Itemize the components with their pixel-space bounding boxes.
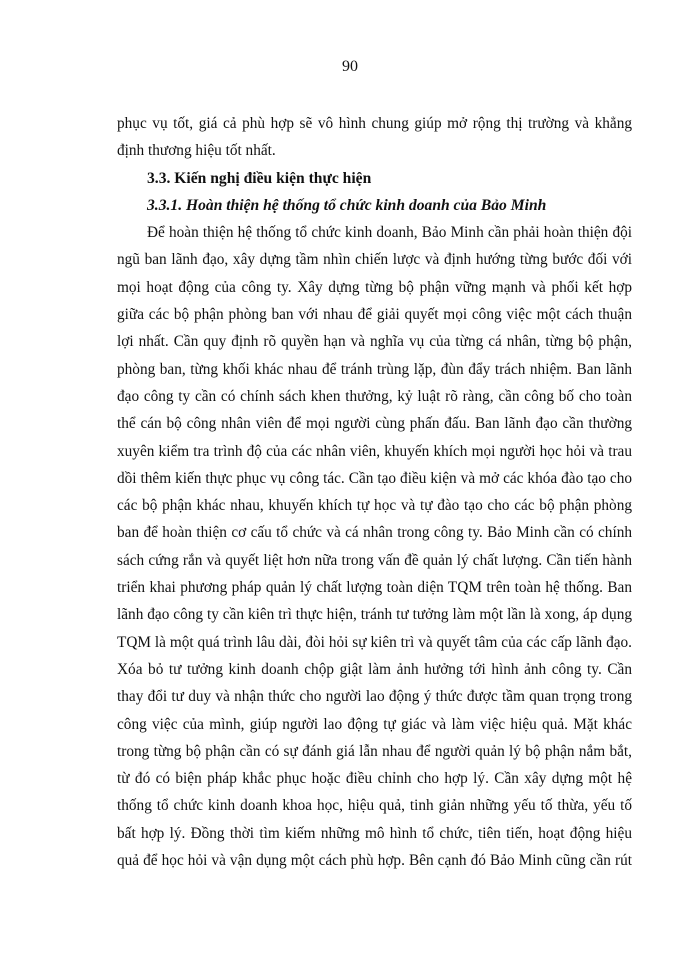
- paragraph-line: phòng ban, từng khối khác nhau để tránh trùng lặp, đùn đẩy trách nhiệm. Ban lãnh: [117, 360, 632, 378]
- paragraph-line: dồi thêm kiến thực phục vụ công tác. Cần tạo điều kiện và mở các khóa đào tạo cho: [117, 469, 632, 487]
- paragraph-line: giữa các bộ phận phòng ban với nhau để giải quyết mọi công việc một cách thuận: [117, 306, 632, 324]
- paragraph-line: các bộ phận khác nhau, khuyến khích tự học và tự đào tạo cho các bộ phận phòng: [117, 497, 632, 515]
- paragraph-line: công việc của mình, giúp người lao động tự giác và làm việc hiệu quả. Mặt khác: [117, 715, 632, 733]
- paragraph-line: định thương hiệu tốt nhất.: [117, 142, 276, 160]
- paragraph-line: đạo công ty cần có chính sách khen thưởng, kỷ luật rõ ràng, cần công bố cho toàn: [117, 387, 632, 405]
- paragraph-line: lợi nhất. Cần quy định rõ quyền hạn và nghĩa vụ của từng cá nhân, từng bộ phận,: [117, 333, 632, 351]
- paragraph-line: thể cán bộ công nhân viên để mọi người cùng phấn đấu. Ban lãnh đạo cần thường: [117, 415, 632, 433]
- paragraph-line: quả để học hỏi và vận dụng một cách phù hợp. Bên cạnh đó Bảo Minh cũng cần rút: [117, 852, 632, 870]
- paragraph-line: phục vụ tốt, giá cả phù hợp sẽ vô hình chung giúp mở rộng thị trường và khẳng: [117, 115, 632, 132]
- paragraph-line: thay đổi tư duy và nhận thức cho người lao động ý thức được tầm quan trọng trong: [117, 688, 632, 706]
- paragraph-line: ngũ ban lãnh đạo, xây dựng tầm nhìn chiến lược và định hướng từng bước đối với: [117, 251, 632, 269]
- paragraph-line: triển khai phương pháp quản lý chất lượng toàn diện TQM trên toàn hệ thống. Ban: [117, 579, 632, 597]
- document-body: [117, 110, 632, 874]
- subsection-heading: 3.3.1. Hoàn thiện hệ thống tổ chức kinh doanh của Bảo Minh: [147, 196, 547, 214]
- paragraph-line: mọi hoạt động của công ty. Xây dựng từng bộ phận vững mạnh và phối kết hợp: [117, 278, 632, 296]
- paragraph-line: TQM là một quá trình lâu dài, đòi hỏi sự kiên trì và quyết tâm của các cấp lãnh đạo.: [117, 633, 632, 651]
- section-heading: 3.3. Kiến nghị điều kiện thực hiện: [147, 169, 372, 187]
- paragraph-line: ban để hoàn thiện cơ cấu tổ chức và cá nhân trong công ty. Bảo Minh cần có chính: [117, 524, 632, 542]
- paragraph-line: Xóa bỏ tư tưởng kinh doanh chộp giật làm ảnh hưởng tới hình ảnh công ty. Cần: [117, 660, 632, 678]
- paragraph-line: sách cứng rắn và quyết liệt hơn nữa trong vấn đề quản lý chất lượng. Cần tiến hành: [117, 551, 632, 569]
- paragraph-line: Để hoàn thiện hệ thống tổ chức kinh doanh, Bảo Minh cần phải hoàn thiện đội: [147, 224, 632, 242]
- paragraph-line: trong từng bộ phận cần có sự đánh giá lẫn nhau để người quản lý bộ phận nắm bắt,: [117, 742, 632, 760]
- paragraph-line: thống tổ chức kinh doanh khoa học, hiệu quả, tinh giản những yếu tố thừa, yếu tố: [117, 797, 632, 815]
- paragraph-line: từ đó có biện pháp khắc phục hoặc điều chỉnh cho hợp lý. Cần xây dựng một hệ: [117, 770, 632, 788]
- paragraph-line: bất hợp lý. Đồng thời tìm kiếm những mô hình tổ chức, tiên tiến, hoạt động hiệu: [117, 824, 632, 842]
- paragraph-line: lãnh đạo công ty cần kiên trì thực hiện, tránh tư tưởng làm một lần là xong, áp dụng: [117, 606, 632, 624]
- paragraph-line: xuyên kiểm tra trình độ của các nhân viên, khuyến khích mọi người học hỏi và trau: [117, 442, 632, 460]
- page-number: 90: [342, 58, 358, 75]
